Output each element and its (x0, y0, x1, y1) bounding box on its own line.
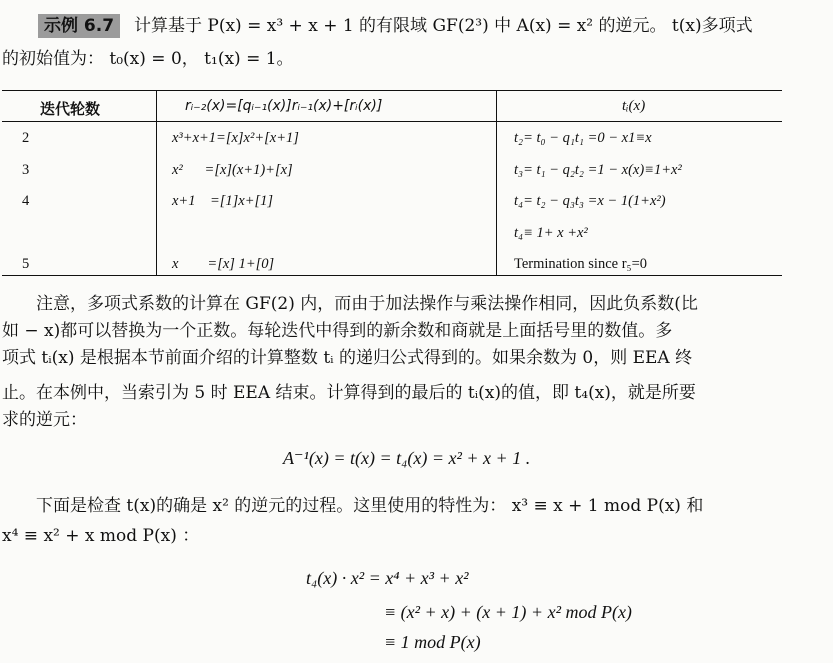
table-row-t: t₃= t₁ − q₂t₂ =1 − x(x)≡1+x² (514, 162, 682, 178)
paragraph-line: 求的逆元： (2, 410, 87, 430)
check-line-3: ≡ 1 mod P(x) (384, 632, 481, 652)
table-row-remainder: x+1 =[1]x+[1] (172, 193, 274, 209)
table-col-divider-2 (496, 90, 497, 275)
table-row-remainder: x² =[x](x+1)+[x] (172, 162, 293, 178)
table-header-rule (2, 121, 782, 122)
table-header-t: tᵢ(x) (622, 98, 646, 114)
example-intro-line1: 计算基于 P(x) = x³ + x + 1 的有限域 GF(2³) 中 A(x) = x² 的逆元。 t(x)多项式 (134, 16, 753, 36)
paragraph-line: 如 − x)都可以替换为一个正数。每轮迭代中得到的新余数和商就是上面括号里的数值。多 (2, 321, 673, 341)
table-row-iter: 4 (22, 193, 30, 209)
example-label: 示例 6.7 (38, 14, 120, 38)
paragraph-line: 止。在本例中，当索引为 5 时 EEA 结束。计算得到的最后的 tᵢ(x)的值，即 t₄(x)，就是所要 (2, 383, 696, 403)
example-intro-line2: 的初始值为： t₀(x) = 0， t₁(x) = 1。 (2, 49, 294, 69)
table-bottom-rule (2, 275, 782, 276)
table-row-t: Termination since r₅=0 (514, 256, 648, 272)
table-row-iter: 2 (22, 130, 30, 146)
table-row-t: t₄= t₂ − q₃t₃ =x − 1(1+x²) (514, 193, 666, 209)
paragraph-line: 注意，多项式系数的计算在 GF(2) 内，而由于加法操作与乘法操作相同，因此负系数(比 (36, 294, 698, 314)
table-row-iter: 3 (22, 162, 30, 178)
table-row-t: t₄≡ 1+ x +x² (514, 225, 588, 241)
inverse-equation: A⁻¹(x) = t(x) = t₄(x) = x² + x + 1 . (283, 448, 531, 468)
table-header-iteration: 迭代轮数 (40, 100, 101, 118)
table-row-remainder: x³+x+1=[x]x²+[x+1] (172, 130, 299, 146)
check-line-2: ≡ (x² + x) + (x + 1) + x² mod P(x) (384, 602, 632, 622)
paragraph-line: 下面是检查 t(x)的确是 x² 的逆元的过程。这里使用的特性为： x³ ≡ x + 1 mod P(x) 和 (36, 496, 704, 516)
table-col-divider-1 (156, 90, 157, 275)
table-top-rule (2, 90, 782, 91)
paragraph-line: 项式 tᵢ(x) 是根据本节前面介绍的计算整数 tᵢ 的递归公式得到的。如果余数为 0，则 EEA 终 (2, 348, 693, 368)
table-header-remainder: rᵢ₋₂(x)=[qᵢ₋₁(x)]rᵢ₋₁(x)+[rᵢ(x)] (185, 98, 383, 114)
table-row-iter: 5 (22, 256, 30, 272)
check-line-1: t₄(x) · x² = x⁴ + x³ + x² (306, 568, 469, 588)
paragraph-line: x⁴ ≡ x² + x mod P(x) ： (2, 526, 200, 546)
table-row-t: t₂= t₀ − q₁t₁ =0 − x1≡x (514, 130, 652, 146)
table-row-remainder: x =[x] 1+[0] (172, 256, 275, 272)
